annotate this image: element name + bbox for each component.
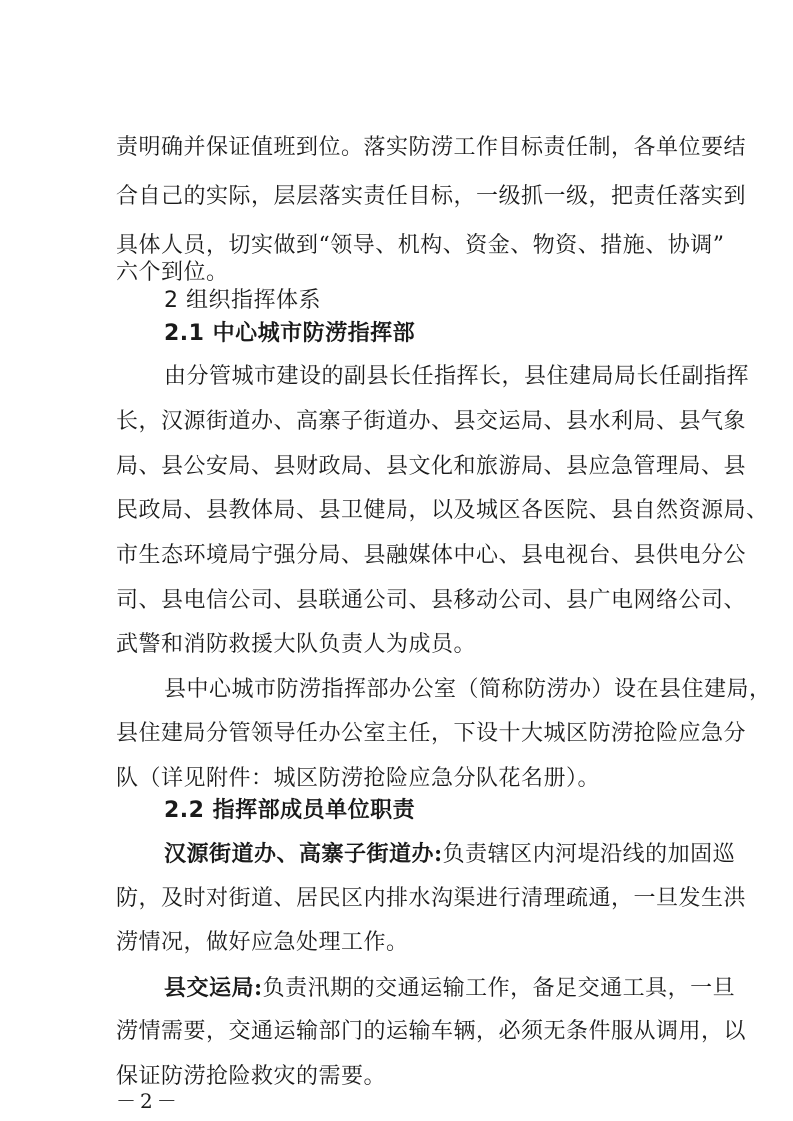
text-line: 由分管城市建设的副县长任指挥长，县住建局局长任副指挥 <box>164 364 750 389</box>
section-heading: 2 组织指挥体系 <box>164 288 321 313</box>
text-line: 具体人员，切实做到“领导、机构、资金、物资、措施、协调” <box>116 233 725 258</box>
unit-label: 汉源街道办、高寨子街道办: <box>164 841 443 867</box>
unit-label: 县交运局: <box>164 975 263 1001</box>
page-number: －2－ <box>116 1089 181 1113</box>
text-line: 队（详见附件：城区防涝抢险应急分队花名册）。 <box>116 766 601 791</box>
subsection-heading: 2.1 中心城市防涝指挥部 <box>164 321 416 346</box>
text-line: 民政局、县教体局、县卫健局，以及城区各医院、县自然资源局、 <box>116 498 769 523</box>
text-line: 司、县电信公司、县联通公司、县移动公司、县广电网络公司、 <box>116 588 747 613</box>
unit-duty-text: 负责汛期的交通运输工作，备足交通工具，一旦 <box>262 976 736 1001</box>
text-line: 县中心城市防涝指挥部办公室（简称防涝办）设在县住建局， <box>164 677 772 702</box>
text-line: 局、县公安局、县财政局、县文化和旅游局、县应急管理局、县 <box>116 454 747 479</box>
paragraph-jiaoyun-first-line <box>164 970 736 1006</box>
subsection-heading: 2.2 指挥部成员单位职责 <box>164 798 416 823</box>
text-line: 责明确并保证值班到位。落实防涝工作目标责任制，各单位要结 <box>116 135 747 160</box>
text-line: 六个到位。 <box>116 260 229 285</box>
paragraph-hanyuan-first-line <box>164 836 736 872</box>
text-line: 防，及时对街道、居民区内排水沟渠进行清理疏通，一旦发生洪 <box>116 886 747 911</box>
text-line: 县住建局分管领导任办公室主任，下设十大城区防涝抢险应急分 <box>116 721 747 746</box>
text-line: 涝情需要，交通运输部门的运输车辆，必须无条件服从调用，以 <box>116 1019 747 1044</box>
text-line: 合自己的实际，层层落实责任目标，一级抓一级，把责任落实到 <box>116 184 747 209</box>
text-line: 市生态环境局宁强分局、县融媒体中心、县电视台、县供电分公 <box>116 543 747 568</box>
text-line: 武警和消防救援大队负责人为成员。 <box>116 632 477 657</box>
text-line: 保证防涝抢险救灾的需要。 <box>116 1064 387 1089</box>
unit-duty-text: 负责辖区内河堤沿线的加固巡 <box>442 842 736 867</box>
text-line: 涝情况，做好应急处理工作。 <box>116 930 409 955</box>
text-line: 长，汉源街道办、高寨子街道办、县交运局、县水利局、县气象 <box>116 409 747 434</box>
